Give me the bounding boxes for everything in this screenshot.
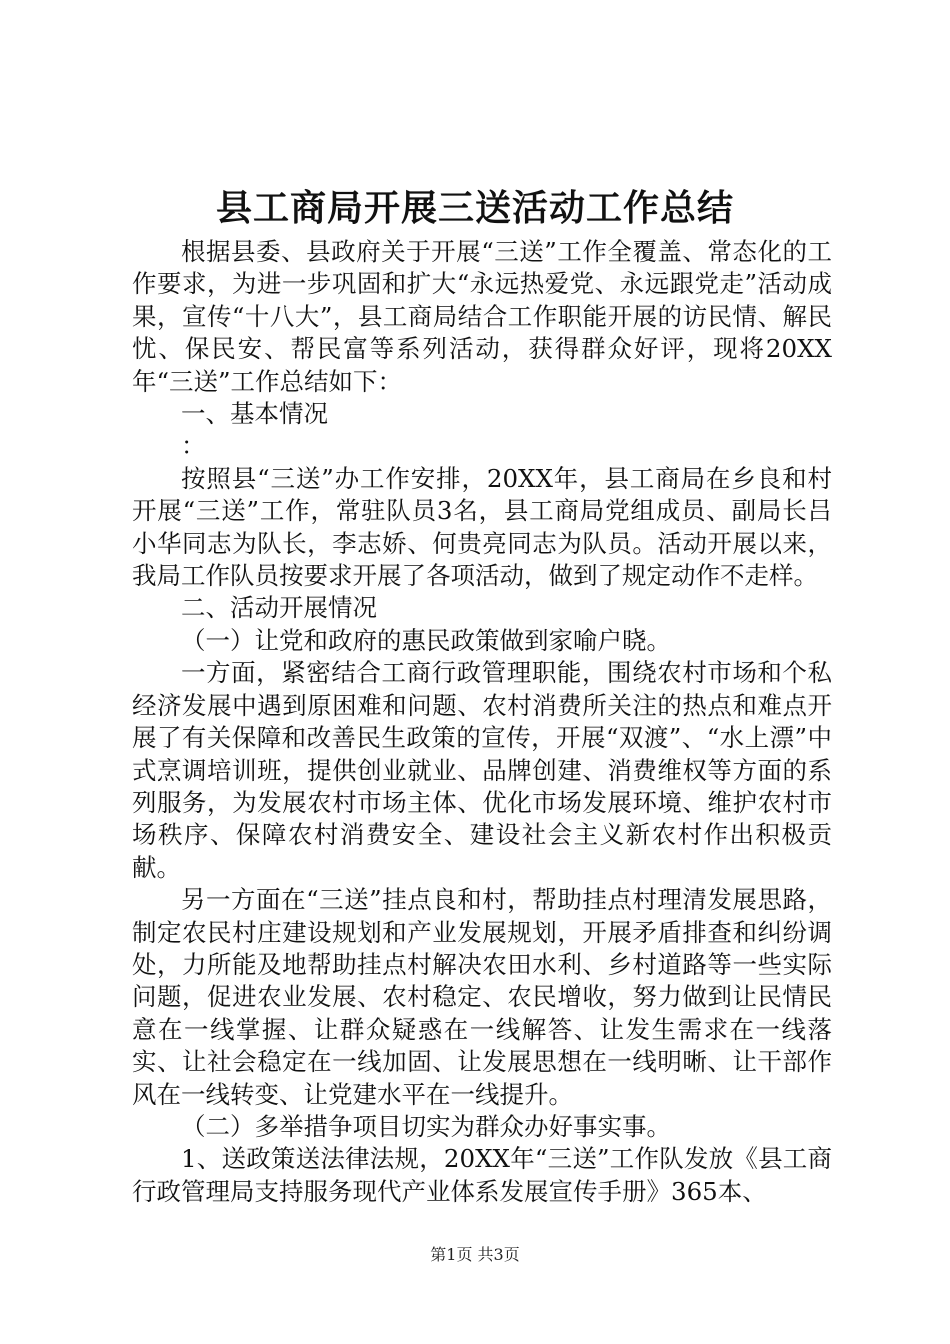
paragraph-one-side: 一方面，紧密结合工商行政管理职能，围绕农村市场和个私经济发展中遇到原困难和问题、农村消费所关注的热点和难点开展了有关保障和改善民生政策的宣传，开展“双渡”、“水上漂”中式烹调培训班，提供创业就业、品牌创建、消费维权等方面的系列服务，为发展农村市场主体、优化市场发展环境、维护农村市场秩序、保障农村消费安全、建设社会主义新农村作出积极贡献。	[132, 658, 832, 882]
subheading-projects: （二）多举措争项目切实为群众办好事实事。	[181, 1111, 671, 1141]
heading-basic-situation: 一、基本情况	[181, 399, 328, 429]
document-body	[132, 236, 832, 1208]
paragraph-intro: 根据县委、县政府关于开展“三送”工作全覆盖、常态化的工作要求，为进一步巩固和扩大“永远热爱党、永远跟党走”活动成果，宣传“十八大”，县工商局结合工作职能开展的访民情、解民忧、保民安、帮民富等系列活动，获得群众好评，现将20XX年“三送”工作总结如下：	[132, 237, 832, 396]
heading-activities: 二、活动开展情况	[181, 593, 377, 623]
paragraph-other-side: 另一方面在“三送”挂点良和村，帮助挂点村理清发展思路，制定农民村庄建设规划和产业发展规划，开展矛盾排查和纠纷调处，力所能及地帮助挂点村解决农田水利、乡村道路等一些实际问题，促进农业发展、农村稳定、农民增收，努力做到让民情民意在一线掌握、让群众疑惑在一线解答、让发生需求在一线落实、让社会稳定在一线加固、让发展思想在一线明晰、让干部作风在一线转变、让党建水平在一线提升。	[132, 885, 832, 1109]
paragraph-colon: ：	[181, 431, 206, 461]
page-footer: 第1页 共3页	[430, 1245, 520, 1264]
paragraph-send-policy: 1、送政策送法律法规，20XX年“三送”工作队发放《县工商行政管理局支持服务现代产业体系发展宣传手册》365本、	[132, 1144, 832, 1206]
subheading-policy: （一）让党和政府的惠民政策做到家喻户晓。	[181, 625, 671, 655]
paragraph-basic-situation: 按照县“三送”办工作安排，20XX年，县工商局在乡良和村开展“三送”工作，常驻队员3名，县工商局党组成员、副局长吕小华同志为队长，李志娇、何贵亮同志为队员。活动开展以来，我局工作队员按要求开展了各项活动，做到了规定动作不走样。	[132, 463, 832, 591]
document-title: 县工商局开展三送活动工作总结	[215, 188, 734, 229]
